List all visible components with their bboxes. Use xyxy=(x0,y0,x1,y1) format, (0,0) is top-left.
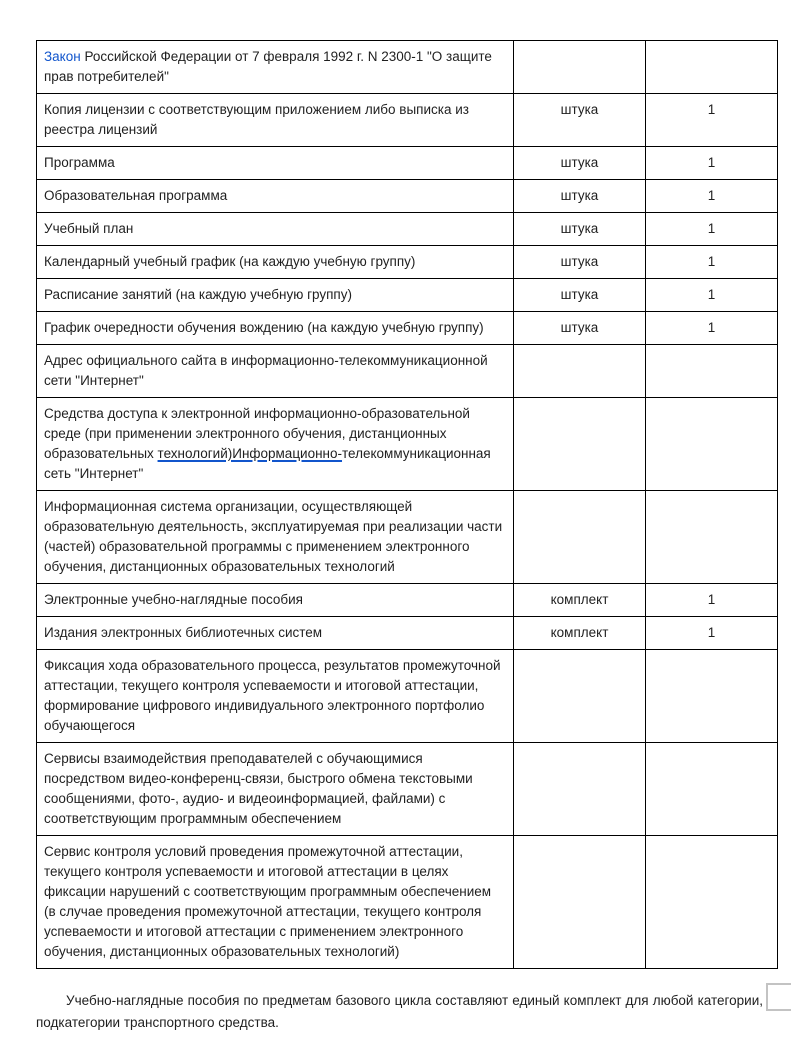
cell-text: Календарный учебный график (на каждую учебную группу) xyxy=(44,254,416,269)
table-row xyxy=(37,345,778,398)
unit-cell: штука xyxy=(514,213,646,246)
unit-cell xyxy=(514,41,646,94)
quantity-cell xyxy=(646,650,778,743)
table-row xyxy=(37,617,778,650)
cell-text: Информационная система организации, осуществляющей образовательную деятельность, эксплуатируемая при реализации части (частей) образовательной программы с применением электронного обучения, дистанционных образовательных технологий xyxy=(44,499,503,574)
quantity-cell: 1 xyxy=(646,213,778,246)
requirements-table xyxy=(36,40,778,969)
unit-cell: штука xyxy=(514,147,646,180)
cell-text: Российской Федерации от 7 февраля 1992 г. N 2300-1 "О защите прав потребителей" xyxy=(44,49,492,84)
table-row xyxy=(37,279,778,312)
quantity-cell xyxy=(646,836,778,969)
name-cell xyxy=(37,94,514,147)
unit-cell xyxy=(514,836,646,969)
cell-text: Сервисы взаимодействия преподавателей с обучающимися посредством видео-конференц-связи, быстрого обмена текстовыми сообщениями, фото-, аудио- и видеоинформацией, файлами) с соответствующим программным обеспечением xyxy=(44,751,473,826)
name-cell xyxy=(37,246,514,279)
cell-text: График очередности обучения вождению (на каждую учебную группу) xyxy=(44,320,484,335)
unit-cell: штука xyxy=(514,94,646,147)
table-row xyxy=(37,213,778,246)
unit-cell: штука xyxy=(514,246,646,279)
name-cell xyxy=(37,147,514,180)
unit-cell: комплект xyxy=(514,584,646,617)
table-row xyxy=(37,246,778,279)
unit-cell xyxy=(514,650,646,743)
quantity-cell: 1 xyxy=(646,94,778,147)
cell-text: Электронные учебно-наглядные пособия xyxy=(44,592,303,607)
cell-text: Адрес официального сайта в информационно-телекоммуникационной сети "Интернет" xyxy=(44,353,488,388)
note-paragraph: Учебно-наглядные пособия по предметам базового цикла составляют единый комплект для любой категории, подкатегории транспортного средства. xyxy=(36,993,763,1030)
hyperlink-text[interactable]: Закон xyxy=(44,49,81,64)
quantity-cell xyxy=(646,743,778,836)
unit-cell: штука xyxy=(514,180,646,213)
table-row xyxy=(37,743,778,836)
quantity-cell xyxy=(646,41,778,94)
quantity-cell xyxy=(646,345,778,398)
object-marker-box xyxy=(766,983,791,1011)
requirements-table-body xyxy=(37,41,778,969)
unit-cell: штука xyxy=(514,279,646,312)
table-row xyxy=(37,312,778,345)
cell-text: Копия лицензии с соответствующим приложением либо выписка из реестра лицензий xyxy=(44,102,469,137)
name-cell xyxy=(37,180,514,213)
name-cell xyxy=(37,41,514,94)
table-row xyxy=(37,41,778,94)
cell-text: Образовательная программа xyxy=(44,188,228,203)
cell-text: Фиксация хода образовательного процесса, результатов промежуточной аттестации, текущего контроля успеваемости и итоговой аттестации, формирование цифрового индивидуального электронного портфолио обучающегося xyxy=(44,658,501,733)
name-cell xyxy=(37,312,514,345)
table-row xyxy=(37,398,778,491)
name-cell xyxy=(37,836,514,969)
name-cell xyxy=(37,491,514,584)
underlined-hyperlink-text[interactable]: технологий)Информационно- xyxy=(157,446,343,461)
table-row xyxy=(37,491,778,584)
unit-cell xyxy=(514,743,646,836)
quantity-cell: 1 xyxy=(646,279,778,312)
quantity-cell: 1 xyxy=(646,617,778,650)
name-cell xyxy=(37,617,514,650)
cell-text: Расписание занятий (на каждую учебную группу) xyxy=(44,287,352,302)
quantity-cell: 1 xyxy=(646,246,778,279)
cell-text: Сервис контроля условий проведения промежуточной аттестации, текущего контроля успеваемости и итоговой аттестации в целях фиксации нарушений с соответствующим программным обеспечением (в случае проведения промежуточной аттестации, текущего контроля успеваемости и итоговой аттестации с применением электронного обучения, дистанционных образовательных технологий) xyxy=(44,844,492,959)
cell-text: телекоммуникационная сеть "Интернет" xyxy=(44,446,491,481)
name-cell xyxy=(37,345,514,398)
cell-text: Издания электронных библиотечных систем xyxy=(44,625,323,640)
name-cell xyxy=(37,650,514,743)
unit-cell: комплект xyxy=(514,617,646,650)
cell-text: Программа xyxy=(44,155,115,170)
name-cell xyxy=(37,398,514,491)
name-cell xyxy=(37,584,514,617)
table-row xyxy=(37,650,778,743)
quantity-cell: 1 xyxy=(646,584,778,617)
unit-cell xyxy=(514,345,646,398)
unit-cell xyxy=(514,491,646,584)
unit-cell xyxy=(514,398,646,491)
table-row xyxy=(37,180,778,213)
table-row xyxy=(37,836,778,969)
table-row xyxy=(37,94,778,147)
quantity-cell: 1 xyxy=(646,180,778,213)
quantity-cell: 1 xyxy=(646,312,778,345)
table-row xyxy=(37,584,778,617)
cell-text: Средства доступа к электронной информационно-образовательной среде (при применении электронного обучения, дистанционных образовательных xyxy=(44,406,470,461)
name-cell xyxy=(37,743,514,836)
quantity-cell: 1 xyxy=(646,147,778,180)
quantity-cell xyxy=(646,398,778,491)
table-row xyxy=(37,147,778,180)
quantity-cell xyxy=(646,491,778,584)
name-cell xyxy=(37,213,514,246)
name-cell xyxy=(37,279,514,312)
cell-text: Учебный план xyxy=(44,221,134,236)
unit-cell: штука xyxy=(514,312,646,345)
